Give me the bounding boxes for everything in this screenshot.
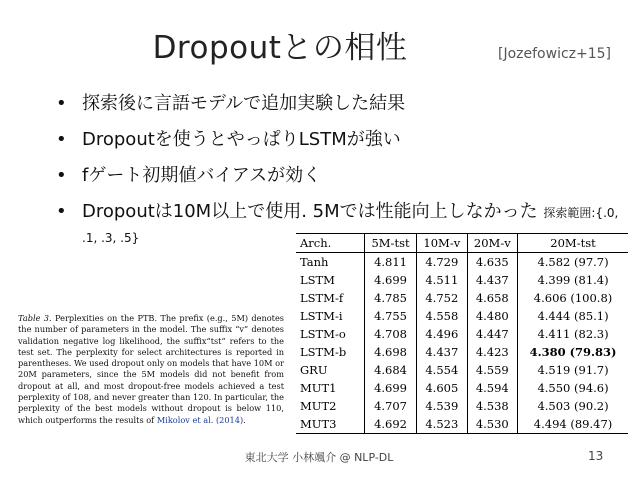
value-cell: 4.658	[467, 289, 517, 307]
citation-link[interactable]: Mikolov et al. (2014)	[156, 414, 244, 425]
header-cell: 5M-tst	[365, 234, 417, 253]
bullet-item	[50, 164, 620, 188]
bullet-marker: •	[56, 129, 67, 150]
bullet-text: 探索後に言語モデルで追加実験した結果	[82, 93, 406, 114]
value-cell: 4.699	[365, 379, 417, 397]
bullet-marker: •	[56, 93, 67, 114]
value-cell: 4.707	[365, 397, 417, 415]
arch-cell: LSTM-b	[300, 345, 347, 359]
bullet-text: Dropoutを使うとやっぱりLSTMが強い	[82, 129, 401, 150]
value-cell: 4.550 (94.6)	[518, 379, 628, 397]
table-body	[296, 253, 628, 434]
header-cell: 10M-v	[417, 234, 467, 253]
arch-cell: LSTM-f	[300, 291, 344, 305]
value-cell: 4.496	[417, 325, 467, 343]
value-cell: 4.554	[417, 361, 467, 379]
table-row	[296, 415, 628, 434]
value-cell: 4.511	[417, 271, 467, 289]
value-cell: 4.752	[417, 289, 467, 307]
caption-tail: .	[243, 414, 246, 425]
header-cell: 20M-v	[467, 234, 517, 253]
value-cell: 4.699	[365, 271, 417, 289]
value-cell: 4.437	[467, 271, 517, 289]
perplexity-table	[296, 233, 628, 434]
value-cell: 4.539	[417, 397, 467, 415]
citation: [Jozefowicz+15]	[498, 46, 612, 62]
arch-cell: LSTM-i	[300, 309, 343, 323]
value-cell: 4.594	[467, 379, 517, 397]
value-cell: 4.444 (85.1)	[518, 307, 628, 325]
table-row	[296, 253, 628, 272]
caption-label: Table 3.	[18, 313, 52, 323]
value-cell: 4.503 (90.2)	[518, 397, 628, 415]
table-row	[296, 271, 628, 289]
table-caption	[18, 313, 284, 426]
value-cell: 4.785	[365, 289, 417, 307]
header-cell: Arch.	[300, 236, 332, 250]
arch-cell: GRU	[300, 363, 328, 377]
bullet-item	[50, 92, 620, 116]
table-row	[296, 289, 628, 307]
table-row	[296, 307, 628, 325]
value-cell: 4.480	[467, 307, 517, 325]
value-cell: 4.494 (89.47)	[518, 415, 628, 434]
value-cell: 4.519 (91.7)	[518, 361, 628, 379]
slide-title: Dropoutとの相性	[152, 30, 408, 66]
value-cell: 4.755	[365, 307, 417, 325]
value-cell: 4.605	[417, 379, 467, 397]
table-row	[296, 361, 628, 379]
table-row	[296, 397, 628, 415]
value-cell: 4.692	[365, 415, 417, 434]
value-cell: 4.684	[365, 361, 417, 379]
value-cell: 4.811	[365, 253, 417, 272]
table-row	[296, 343, 628, 361]
value-cell: 4.698	[365, 343, 417, 361]
table-row	[296, 325, 628, 343]
value-cell: 4.559	[467, 361, 517, 379]
table-row	[296, 379, 628, 397]
value-cell: 4.582 (97.7)	[518, 253, 628, 272]
value-cell: 4.380 (79.83)	[518, 343, 628, 361]
caption-text: Perplexities on the PTB. The prefix (e.g., 5M) denotes the number of parameters in the model. The suffix “v” denotes validation negative log likelihood, the suffix“tst” refers to the test set. The perplexity for select architectures is reported in parentheses. We used dropout only on models that have 10M or 20M parameters, since the 5M models did not benefit from dropout at all, and most dropout-free models achieved a test perplexity of 108, and never greater than 120. In particular, the perplexity of the best models without dropout is below 110, which outperforms the results of	[18, 313, 285, 425]
value-cell: 4.437	[417, 343, 467, 361]
value-cell: 4.635	[467, 253, 517, 272]
bullet-marker: •	[56, 165, 67, 186]
bullet-text: Dropoutは10M以上で使用. 5Mでは性能向上しなかった	[82, 201, 538, 222]
arch-cell: LSTM	[300, 273, 335, 287]
value-cell: 4.729	[417, 253, 467, 272]
footer-text: 東北大学 小林颯介 @ NLP-DL	[244, 451, 394, 464]
search-range-note: 探索範囲:{.0, .1, .3, .5}	[82, 206, 619, 245]
arch-cell: MUT2	[300, 399, 337, 413]
header-cell: 20M-tst	[518, 234, 628, 253]
arch-cell: Tanh	[300, 255, 329, 269]
value-cell: 4.538	[467, 397, 517, 415]
bullet-item	[50, 128, 620, 152]
value-cell: 4.558	[417, 307, 467, 325]
value-cell: 4.447	[467, 325, 517, 343]
arch-cell: LSTM-o	[300, 327, 346, 341]
value-cell: 4.530	[467, 415, 517, 434]
table-header-row	[296, 234, 628, 253]
value-cell: 4.423	[467, 343, 517, 361]
value-cell: 4.411 (82.3)	[518, 325, 628, 343]
value-cell: 4.708	[365, 325, 417, 343]
page-number: 13	[588, 449, 604, 463]
arch-cell: MUT3	[300, 417, 337, 431]
bullet-marker: •	[56, 201, 67, 222]
value-cell: 4.399 (81.4)	[518, 271, 628, 289]
bullet-text: fゲート初期値バイアスが効く	[82, 165, 322, 186]
value-cell: 4.523	[417, 415, 467, 434]
value-cell: 4.606 (100.8)	[518, 289, 628, 307]
arch-cell: MUT1	[300, 381, 337, 395]
